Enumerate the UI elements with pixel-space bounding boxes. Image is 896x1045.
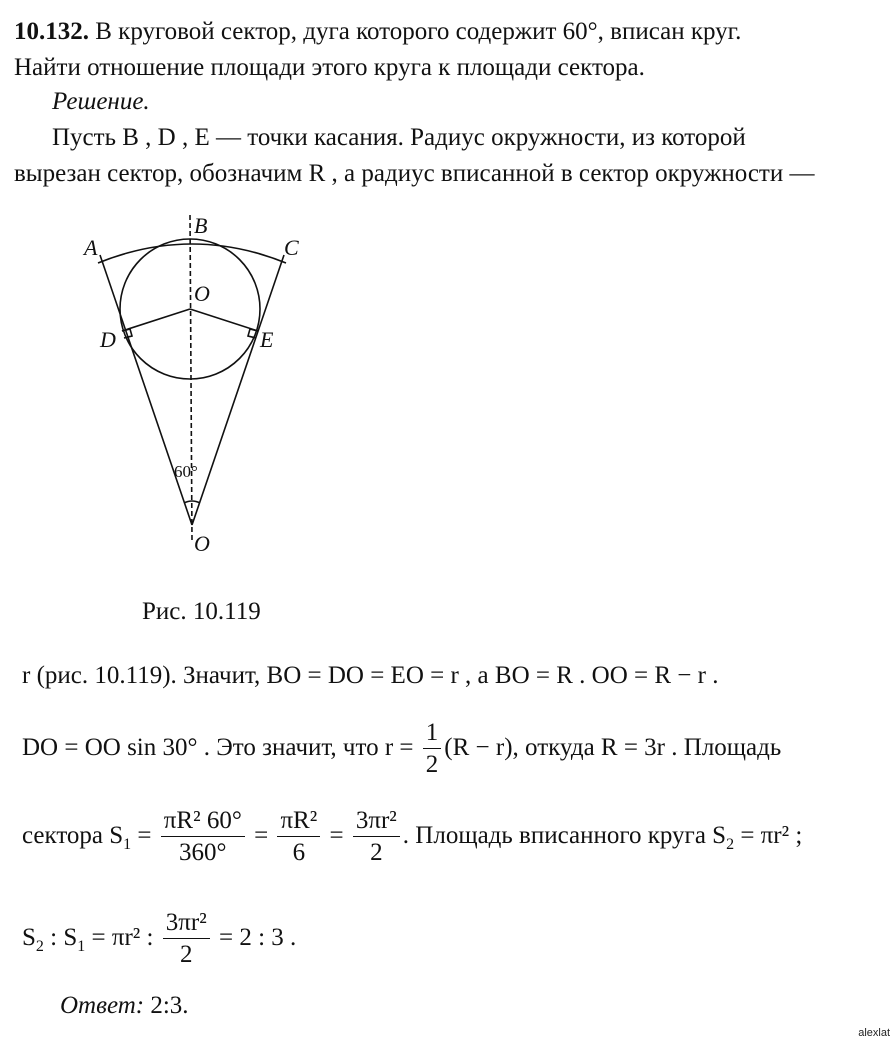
label-b: B [194,213,208,238]
label-o-center: O [194,281,210,306]
geometry-figure [70,205,330,645]
label-c: C [284,235,299,260]
problem-line-2: Найти отношение площади этого круга к площади сектора. [14,54,645,81]
frac1-num: πR² 60° [161,806,245,837]
label-o-vertex: O [194,531,210,556]
axis-line [190,215,192,541]
radius-to-e [190,309,258,331]
fraction-2 [277,806,320,869]
ratio-a: S [22,924,36,952]
body-line-r: r (рис. 10.119). Значит, BO = DO = EO = r , а BO = R . OO = R − r . [22,662,719,689]
ratio-sub1: 1 [77,938,86,956]
s1-text-a: сектора S [22,822,124,850]
fraction-one-half [423,718,442,781]
fraction-den: 2 [425,751,439,778]
problem-line-1 [14,18,741,46]
answer-value: 2:3. [150,992,189,1019]
ratio-d: = 2 : 3 . [212,924,297,952]
answer-label: Ответ: [60,992,145,1019]
fraction-1 [161,806,245,869]
frac2-num: πR² [277,806,320,837]
frac2-den: 6 [292,839,306,866]
solution-heading: Решение. [52,88,150,115]
ratio-frac-den: 2 [179,941,193,968]
sector-side-left [100,255,192,525]
do-text-b: (R − r), откуда R = 3r . Площадь [444,734,782,762]
problem-text-1: В круговой сектор, дуга которого содержит 60°, вписан круг. [95,18,742,45]
s1-text-b: . Площадь вписанного круга S [402,822,727,850]
label-d: D [100,327,116,352]
angle-label: 60° [174,462,198,481]
ratio-b: : S [43,924,78,952]
ratio-line [22,908,296,971]
s1-eq: = [131,822,158,850]
ratio-fraction [163,908,210,971]
answer-line [60,992,189,1020]
radius-to-d [122,309,190,331]
vertex-angle-arc [184,501,200,503]
intro-line-2: вырезан сектор, обозначим R , а радиус вписанной в сектор окружности — [14,160,815,187]
do-text-a: DO = OO sin 30° . Это значит, что r = [22,734,420,762]
fraction-num: 1 [423,718,442,749]
sector-arc [98,244,286,263]
s1-text-c: = πr² ; [734,822,803,850]
ratio-frac-num: 3πr² [163,908,210,939]
watermark: alexlat [858,1027,890,1039]
body-line-s1: сектора $S_1$ = $\frac{\text{πR² 60°}}{360^\circ}$ = $\frac{\text{πR²}}{6}$ = $\frac{\text{3πr²}}{2}$ . Площадь вписанного круга $S_2 = \pi r^2$ ; [22,806,802,869]
label-a: A [84,235,98,260]
frac3-den: 2 [370,839,383,866]
intro-line-1: Пусть B , D , E — точки касания. Радиус окружности, из которой [52,124,746,151]
frac1-den: 360° [179,839,227,866]
label-e: E [260,327,274,352]
figure-caption: Рис. 10.119 [142,598,261,625]
s1-sub: 1 [123,836,132,854]
body-line-do [22,718,781,781]
s2-sub: 2 [726,836,735,854]
ratio-c: = πr² : [85,924,160,952]
frac3-num: 3πr² [353,806,400,837]
fraction-3 [353,806,400,869]
problem-number: 10.132. [14,18,89,45]
ratio-sub2: 2 [35,938,44,956]
